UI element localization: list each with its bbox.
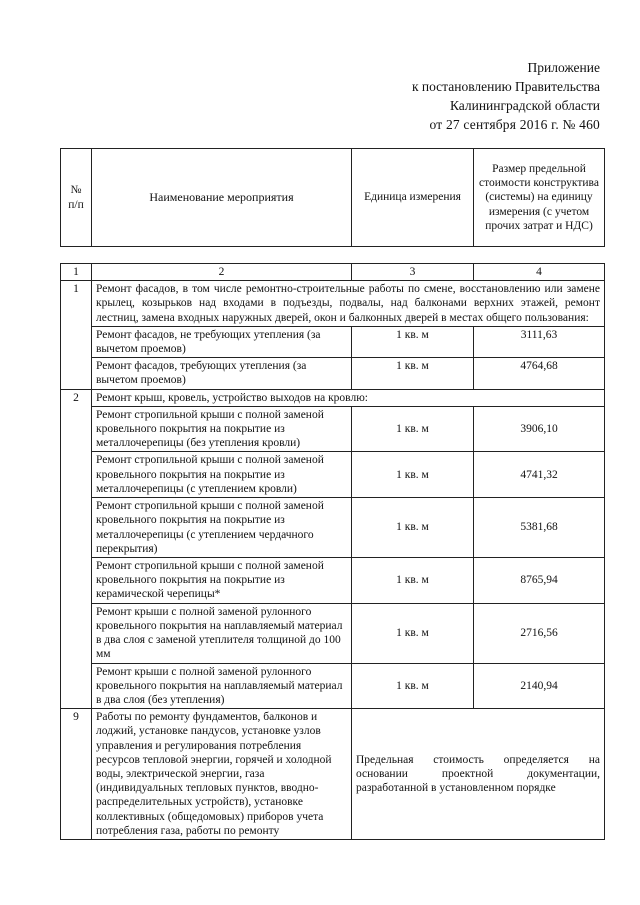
header-row (61, 149, 605, 247)
table-row (61, 498, 605, 558)
work-name: Ремонт стропильной крыши с полной заменой кровельного покрытия на покрытие из металлочерепицы (без утепления кровли) (92, 406, 352, 452)
section-row (61, 389, 605, 406)
work-cost: 2140,94 (474, 663, 605, 709)
work-unit: 1 кв. м (352, 603, 474, 663)
section-number: 1 (61, 281, 92, 389)
header-cost: Размер предельной стоимости конструктива (системы) на единицу измерения (с учетом прочих затрат и НДС) (474, 149, 605, 247)
heading-resolution: к постановлению Правительства (411, 79, 600, 94)
work-name: Ремонт фасадов, требующих утепления (за вычетом проемов) (92, 358, 352, 389)
column-number: 1 (61, 264, 92, 281)
work-name: Ремонт фасадов, не требующих утепления (за вычетом проемов) (92, 326, 352, 357)
work-unit: 1 кв. м (352, 358, 474, 389)
work-unit: 1 кв. м (352, 663, 474, 709)
section-title: Ремонт крыш, кровель, устройство выходов на кровлю: (92, 389, 605, 406)
section-number: 9 (61, 709, 92, 840)
work-unit: 1 кв. м (352, 452, 474, 498)
cost-note: Предельная стоимость определяется на основании проектной документации, разработанной в установленном порядке (352, 709, 605, 840)
work-cost: 4764,68 (474, 358, 605, 389)
work-cost: 4741,32 (474, 452, 605, 498)
work-cost: 2716,56 (474, 603, 605, 663)
document-heading (300, 58, 600, 134)
heading-appendix: Приложение (527, 60, 600, 75)
column-number: 2 (92, 264, 352, 281)
table-row (61, 558, 605, 604)
header-num: № п/п (61, 149, 92, 247)
column-number: 4 (474, 264, 605, 281)
section-number: 2 (61, 389, 92, 709)
work-cost: 3906,10 (474, 406, 605, 452)
table-row (61, 603, 605, 663)
work-unit: 1 кв. м (352, 558, 474, 604)
cost-table (60, 263, 605, 840)
table-row (61, 358, 605, 389)
work-name: Ремонт стропильной крыши с полной заменой кровельного покрытия на покрытие из металлочерепицы (с утеплением чердачного перекрытия) (92, 498, 352, 558)
work-unit: 1 кв. м (352, 498, 474, 558)
header-table (60, 148, 605, 247)
section-row (61, 281, 605, 327)
work-cost: 8765,94 (474, 558, 605, 604)
work-name: Работы по ремонту фундаментов, балконов и лоджий, установке пандусов, установке узлов управления и регулирования потребления ресурсов тепловой энергии, горячей и холодной воды, электрической энергии, газа (индивидуальных тепловых пунктов, вводно-распределительных устройств), установке коллективных (общедомовых) приборов учета потребления газа, работы по ремонту (92, 709, 352, 840)
table-row (61, 663, 605, 709)
column-number: 3 (352, 264, 474, 281)
work-name: Ремонт стропильной крыши с полной заменой кровельного покрытия на покрытие из металлочерепицы (с утеплением кровли) (92, 452, 352, 498)
header-unit: Единица измерения (352, 149, 474, 247)
table-row (61, 326, 605, 357)
work-name: Ремонт крыши с полной заменой рулонного кровельного покрытия на наплавляемый материал в два слоя (без утепления) (92, 663, 352, 709)
header-name: Наименование мероприятия (92, 149, 352, 247)
table-row (61, 452, 605, 498)
heading-region: Калининградской области (449, 98, 600, 113)
work-unit: 1 кв. м (352, 326, 474, 357)
heading-date-number: от 27 сентября 2016 г. № 460 (429, 117, 600, 132)
work-unit: 1 кв. м (352, 406, 474, 452)
work-name: Ремонт стропильной крыши с полной заменой кровельного покрытия на покрытие из керамической черепицы* (92, 558, 352, 604)
section-title: Ремонт фасадов, в том числе ремонтно-строительные работы по смене, восстановлению или замене крылец, козырьков над входами в подъезды, подвалы, над балконами верхних этажей, ремонт лестниц, замена входных наружных дверей, окон и балконных дверей в местах общего пользования: (92, 281, 605, 327)
table-row (61, 709, 605, 840)
column-number-row (61, 264, 605, 281)
work-name: Ремонт крыши с полной заменой рулонного кровельного покрытия на наплавляемый материал в два слоя с заменой утеплителя толщиной до 100 мм (92, 603, 352, 663)
table-row (61, 406, 605, 452)
work-cost: 3111,63 (474, 326, 605, 357)
work-cost: 5381,68 (474, 498, 605, 558)
